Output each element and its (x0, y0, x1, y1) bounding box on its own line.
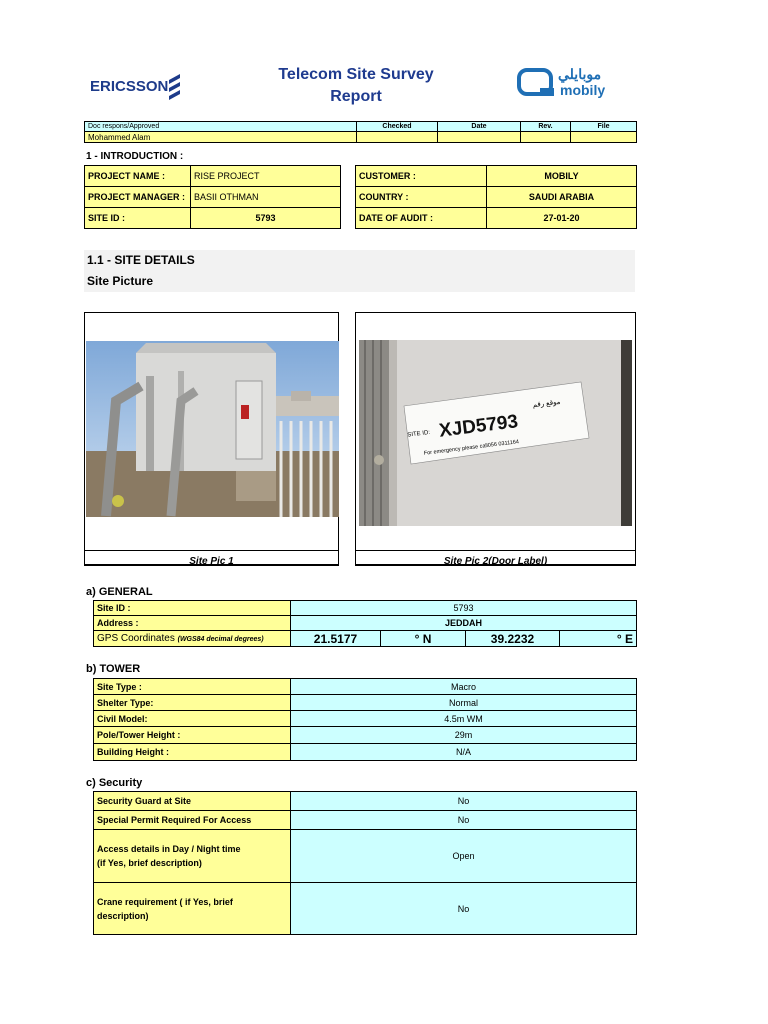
checked-value (357, 132, 438, 143)
gps-label-cell (94, 631, 291, 647)
doc-table (84, 121, 637, 143)
site-pic1-caption: Site Pic 1 (189, 556, 234, 567)
rev-value (521, 132, 571, 143)
mobily-logo-mark (516, 68, 556, 100)
site-picture-heading: Site Picture (87, 274, 154, 288)
gps-label: GPS Coordinates (97, 633, 175, 644)
general-site-id-label: Site ID : (94, 601, 291, 616)
customer-value: MOBILY (487, 166, 637, 187)
site-pic2-caption-cell (355, 550, 636, 566)
permit-label: Special Permit Required For Access (94, 811, 291, 830)
country-value: SAUDI ARABIA (487, 187, 637, 208)
access-value: Open (291, 830, 637, 883)
door-label-arabic: موقع رقم (532, 398, 561, 410)
gps-lon-unit: ° E (560, 631, 637, 647)
report-title-line2: Report (330, 88, 382, 105)
tower-row-value: N/A (291, 744, 637, 761)
audit-date-value: 27-01-20 (487, 208, 637, 229)
ericsson-logo-mark (168, 74, 182, 100)
project-name-value: RISE PROJECT (191, 166, 341, 187)
country-label: COUNTRY : (356, 187, 487, 208)
mobily-logo-arabic: موبايلي (558, 66, 602, 82)
gps-lat: 21.5177 (291, 631, 381, 647)
door-label-emergency: For emergency please call056 0311164 (423, 439, 520, 457)
tower-row-label: Site Type : (94, 679, 291, 695)
project-manager-label: PROJECT MANAGER : (85, 187, 191, 208)
date-value (438, 132, 521, 143)
security-heading: c) Security (86, 777, 143, 789)
rev-label: Rev. (521, 122, 571, 132)
access-label-line2: (if Yes, brief description) (97, 858, 202, 868)
doc-label: Doc respons/Approved (85, 122, 357, 132)
tower-table (93, 678, 637, 761)
site-id-value: 5793 (191, 208, 341, 229)
audit-date-label: DATE OF AUDIT : (356, 208, 487, 229)
guard-label: Security Guard at Site (94, 792, 291, 811)
site-id-label: SITE ID : (85, 208, 191, 229)
general-table (93, 600, 637, 647)
intro-left-table (84, 165, 341, 229)
ericsson-logo-text: ERICSSON (90, 78, 169, 95)
site-pic2-caption: Site Pic 2(Door Label) (443, 556, 548, 567)
site-pic1-caption-cell (84, 550, 339, 566)
tower-row-value: 29m (291, 727, 637, 744)
crane-value: No (291, 883, 637, 935)
address-label: Address : (94, 616, 291, 631)
mobily-logo (516, 66, 616, 102)
site-details-heading: 1.1 - SITE DETAILS (87, 253, 195, 267)
tower-row-label: Civil Model: (94, 711, 291, 727)
tower-heading: b) TOWER (86, 663, 141, 675)
tower-row-label: Shelter Type: (94, 695, 291, 711)
access-label-cell (94, 830, 291, 883)
site-pic1-frame (84, 312, 339, 565)
site-pic1-image (86, 341, 339, 517)
access-label-line1: Access details in Day / Night time (97, 844, 241, 854)
tower-row-label: Building Height : (94, 744, 291, 761)
intro-heading: 1 - INTRODUCTION : (86, 151, 184, 162)
crane-label-cell (94, 883, 291, 935)
ericsson-logo (88, 72, 188, 102)
report-title (240, 64, 472, 108)
crane-label-line2: description) (97, 910, 149, 921)
gps-lon: 39.2232 (466, 631, 560, 647)
tower-row-value: Macro (291, 679, 637, 695)
crane-label-line1: Crane requirement ( if Yes, brief (97, 896, 233, 907)
tower-row-value: Normal (291, 695, 637, 711)
report-title-line1: Telecom Site Survey (278, 66, 434, 83)
tower-row-value: 4.5m WM (291, 711, 637, 727)
mobily-logo-text: mobily (560, 82, 606, 98)
door-label-siteid: SITE ID: (407, 429, 431, 439)
guard-value: No (291, 792, 637, 811)
customer-label: CUSTOMER : (356, 166, 487, 187)
address-value: JEDDAH (291, 616, 637, 631)
site-pic2-frame (355, 312, 636, 565)
checked-label: Checked (357, 122, 438, 132)
general-heading: a) GENERAL (86, 586, 153, 598)
intro-right-table (355, 165, 637, 229)
file-value (571, 132, 637, 143)
tower-row-label: Pole/Tower Height : (94, 727, 291, 744)
project-name-label: PROJECT NAME : (85, 166, 191, 187)
gps-lat-unit: ° N (381, 631, 466, 647)
security-table (93, 791, 637, 935)
project-manager-value: BASII OTHMAN (191, 187, 341, 208)
doc-value: Mohammed Alam (85, 132, 357, 143)
permit-value: No (291, 811, 637, 830)
gps-note: (WGS84 decimal degrees) (177, 636, 264, 643)
file-label: File (571, 122, 637, 132)
date-label: Date (438, 122, 521, 132)
site-details-band (84, 250, 635, 292)
door-label-code: XJD5793 (437, 411, 520, 442)
general-site-id-value: 5793 (291, 601, 637, 616)
